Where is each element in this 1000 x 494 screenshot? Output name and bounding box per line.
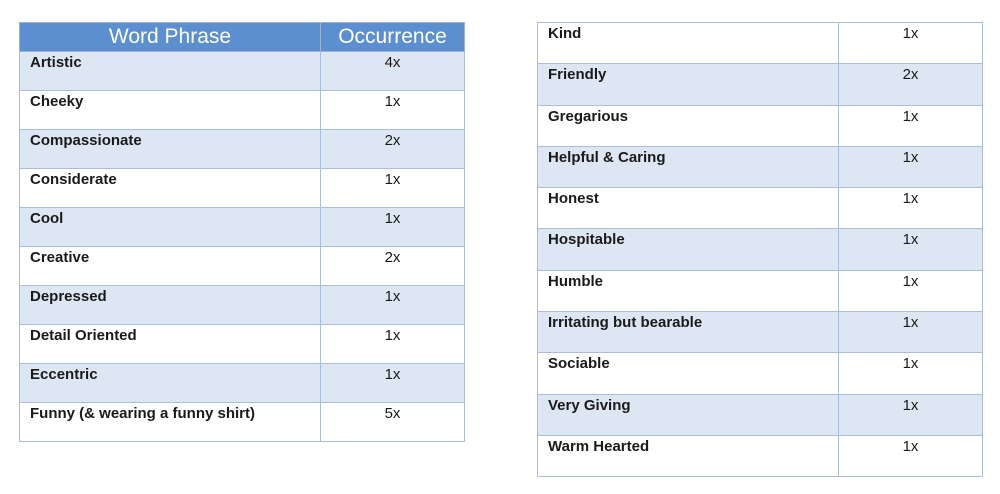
table-row (20, 403, 465, 442)
occurrence-cell: 4x (321, 52, 465, 91)
word-cell: Gregarious (538, 105, 839, 146)
word-cell: Considerate (20, 169, 321, 208)
word-cell: Hospitable (538, 229, 839, 270)
occurrence-cell: 2x (321, 247, 465, 286)
table-header-row (20, 23, 465, 52)
word-phrase-table-left (19, 22, 465, 442)
word-cell: Artistic (20, 52, 321, 91)
table-row (20, 286, 465, 325)
occurrence-cell: 1x (321, 325, 465, 364)
occurrence-cell: 1x (839, 394, 983, 435)
occurrence-cell: 1x (839, 312, 983, 353)
table-row (538, 105, 983, 146)
occurrence-cell: 1x (839, 229, 983, 270)
word-cell: Warm Hearted (538, 435, 839, 476)
word-cell: Humble (538, 270, 839, 311)
table-row (20, 52, 465, 91)
word-cell: Helpful & Caring (538, 146, 839, 187)
table-row (538, 64, 983, 105)
occurrence-cell: 2x (321, 130, 465, 169)
occurrence-cell: 1x (839, 188, 983, 229)
table-row (20, 208, 465, 247)
table-row (20, 325, 465, 364)
header-occurrence: Occurrence (321, 23, 465, 52)
table-row (538, 229, 983, 270)
table-row (538, 353, 983, 394)
occurrence-cell: 1x (321, 208, 465, 247)
occurrence-cell: 1x (321, 91, 465, 130)
occurrence-cell: 5x (321, 403, 465, 442)
occurrence-cell: 1x (321, 286, 465, 325)
table-row (538, 146, 983, 187)
header-word-phrase: Word Phrase (20, 23, 321, 52)
word-cell: Friendly (538, 64, 839, 105)
occurrence-cell: 1x (839, 146, 983, 187)
word-cell: Funny (& wearing a funny shirt) (20, 403, 321, 442)
table-row (538, 312, 983, 353)
table-row (20, 169, 465, 208)
word-cell: Eccentric (20, 364, 321, 403)
table-row (20, 247, 465, 286)
table-row (20, 91, 465, 130)
table-row (538, 188, 983, 229)
table-row (538, 394, 983, 435)
word-phrase-table-right (537, 22, 983, 477)
table-row (538, 270, 983, 311)
table-row (538, 435, 983, 476)
occurrence-cell: 1x (839, 23, 983, 64)
word-cell: Honest (538, 188, 839, 229)
occurrence-cell: 1x (321, 364, 465, 403)
occurrence-cell: 1x (321, 169, 465, 208)
word-cell: Cheeky (20, 91, 321, 130)
word-cell: Irritating but bearable (538, 312, 839, 353)
word-cell: Sociable (538, 353, 839, 394)
word-cell: Kind (538, 23, 839, 64)
word-cell: Creative (20, 247, 321, 286)
table-row (20, 130, 465, 169)
occurrence-cell: 2x (839, 64, 983, 105)
word-cell: Cool (20, 208, 321, 247)
word-cell: Compassionate (20, 130, 321, 169)
occurrence-cell: 1x (839, 353, 983, 394)
occurrence-cell: 1x (839, 270, 983, 311)
occurrence-cell: 1x (839, 435, 983, 476)
word-cell: Very Giving (538, 394, 839, 435)
word-cell: Depressed (20, 286, 321, 325)
word-cell: Detail Oriented (20, 325, 321, 364)
occurrence-cell: 1x (839, 105, 983, 146)
table-row (538, 23, 983, 64)
table-row (20, 364, 465, 403)
